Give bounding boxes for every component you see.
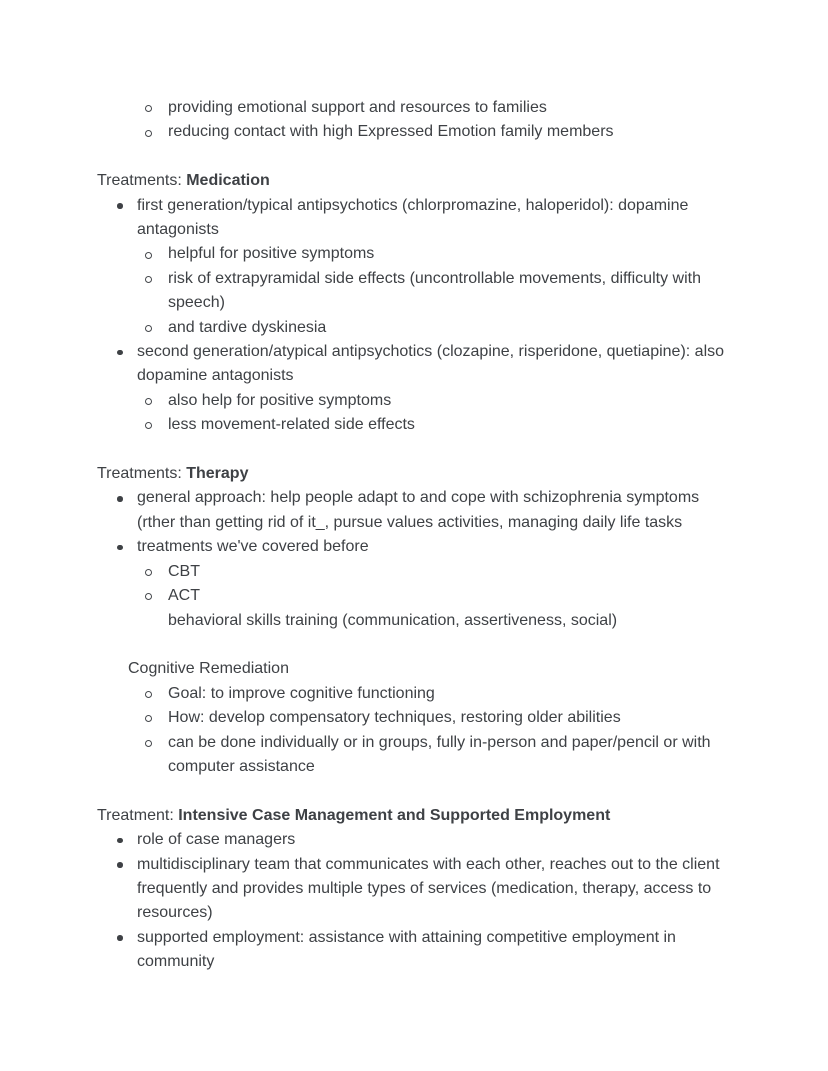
paragraph-spacer xyxy=(97,633,737,657)
indented-line-text: behavioral skills training (communication, assertiveness, social) xyxy=(168,611,618,629)
list-item xyxy=(97,194,737,243)
heading-prefix-text: Treatments: xyxy=(97,465,187,483)
heading-prefix-text: Treatment: xyxy=(97,806,179,824)
list-item-text: role of case managers xyxy=(137,831,296,849)
list-item xyxy=(97,340,737,389)
sub-list-item-text: also help for positive symptoms xyxy=(168,391,392,409)
list-item-text: multidisciplinary team that communicates with each other, reaches out to the client frequently and provides multiple types of services (medication, therapy, access to resources) xyxy=(137,855,720,922)
paragraph-spacer xyxy=(97,145,737,169)
open-circle-bullet-icon xyxy=(145,252,152,259)
section-heading xyxy=(97,462,737,486)
sub-list-item xyxy=(97,120,737,144)
open-circle-bullet-icon xyxy=(145,691,152,698)
sub-list-item xyxy=(97,560,737,584)
open-circle-bullet-icon xyxy=(145,569,152,576)
sub-list-item-text: risk of extrapyramidal side effects (uncontrollable movements, difficulty with speech) xyxy=(168,269,701,312)
filled-bullet-icon xyxy=(117,838,123,844)
list-item xyxy=(97,486,737,535)
list-item xyxy=(97,926,737,975)
open-circle-bullet-icon xyxy=(145,715,152,722)
list-item xyxy=(97,828,737,852)
sub-list-item-text: Goal: to improve cognitive functioning xyxy=(168,684,435,702)
filled-bullet-icon xyxy=(117,496,123,502)
filled-bullet-icon xyxy=(117,545,123,551)
list-item-text: general approach: help people adapt to and cope with schizophrenia symptoms (rther than getting rid of it_, pursue values activities, managing daily life tasks xyxy=(137,489,700,531)
sub-list-item-text: can be done individually or in groups, fully in-person and paper/pencil or with computer assistance xyxy=(168,733,711,775)
list-item-text: supported employment: assistance with attaining competitive employment in community xyxy=(137,928,676,971)
filled-bullet-icon xyxy=(117,935,123,941)
open-circle-bullet-icon xyxy=(145,740,152,747)
heading-prefix-text: Treatments: xyxy=(97,172,187,190)
sub-list-item-text: providing emotional support and resources to families xyxy=(168,99,547,116)
sub-list-item-text: and tardive dyskinesia xyxy=(168,318,327,336)
open-circle-bullet-icon xyxy=(145,593,152,600)
sub-list-item xyxy=(97,706,737,730)
filled-bullet-icon xyxy=(117,203,123,209)
heading-bold-text: Intensive Case Management and Supported Employment xyxy=(178,806,611,824)
indented-line xyxy=(97,609,737,633)
sub-list-item-text: ACT xyxy=(168,587,200,605)
section-heading xyxy=(97,169,737,193)
section-heading xyxy=(97,804,737,828)
sub-list-item xyxy=(97,242,737,266)
sub-list-item-text: less movement-related side effects xyxy=(168,416,415,434)
sub-list-item xyxy=(97,96,737,120)
document-content xyxy=(97,96,737,975)
list-item-text: first generation/typical antipsychotics (chlorpromazine, haloperidol): dopamine antagonists xyxy=(137,196,689,239)
open-circle-bullet-icon xyxy=(145,276,152,283)
open-circle-bullet-icon xyxy=(145,325,152,332)
sub-list-item xyxy=(97,316,737,340)
list-item xyxy=(97,853,737,926)
sub-list-item xyxy=(97,267,737,316)
subheading-text: Cognitive Remediation xyxy=(128,660,289,678)
sub-list-item xyxy=(97,584,737,608)
open-circle-bullet-icon xyxy=(145,105,152,112)
heading-bold-text: Therapy xyxy=(186,465,249,483)
list-item-text: treatments we've covered before xyxy=(137,538,369,556)
open-circle-bullet-icon xyxy=(145,422,152,429)
heading-bold-text: Medication xyxy=(186,172,270,190)
sub-list-item-text: reducing contact with high Expressed Emotion family members xyxy=(168,123,614,141)
sub-list-item xyxy=(97,389,737,413)
sub-list-item-text: How: develop compensatory techniques, restoring older abilities xyxy=(168,709,621,727)
sub-list-item-text: CBT xyxy=(168,562,200,580)
sub-list-item-text: helpful for positive symptoms xyxy=(168,245,375,263)
sub-list-item xyxy=(97,731,737,780)
open-circle-bullet-icon xyxy=(145,130,152,137)
list-item xyxy=(97,535,737,559)
sub-list-item xyxy=(97,413,737,437)
open-circle-bullet-icon xyxy=(145,398,152,405)
sub-list-item xyxy=(97,682,737,706)
subheading xyxy=(97,657,737,681)
paragraph-spacer xyxy=(97,438,737,462)
filled-bullet-icon xyxy=(117,350,123,356)
paragraph-spacer xyxy=(97,779,737,803)
list-item-text: second generation/atypical antipsychotics (clozapine, risperidone, quetiapine): also dopamine antagonists xyxy=(137,343,725,385)
filled-bullet-icon xyxy=(117,862,123,868)
